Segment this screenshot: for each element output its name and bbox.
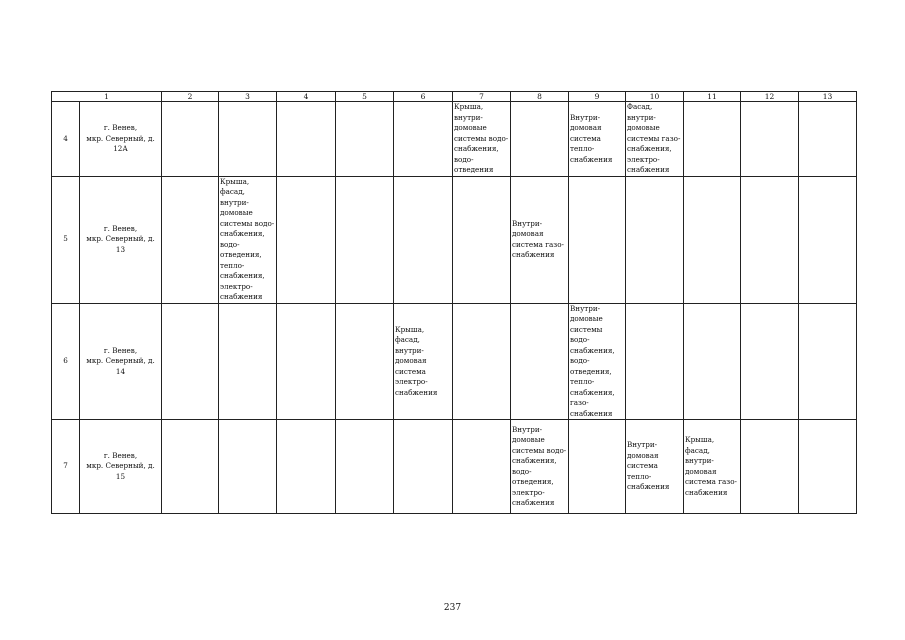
empty-cell (741, 420, 799, 514)
column-header-2: 2 (162, 92, 219, 102)
column-header-11: 11 (684, 92, 741, 102)
column-header-1: 1 (52, 92, 162, 102)
empty-cell (799, 303, 857, 420)
building-address: г. Венев, мкр. Северный, д. 13 (80, 176, 162, 303)
cell-col-3 (219, 420, 277, 514)
cell-col-7 (453, 176, 511, 303)
table-row (52, 420, 857, 514)
empty-cell (799, 420, 857, 514)
cell-col-9: Внутри- домовые системы водо- снабжения, водо- отведения, тепло- снабжения, газо- снабжения (569, 303, 626, 420)
row-number: 4 (52, 102, 80, 177)
empty-cell (741, 303, 799, 420)
empty-cell (336, 303, 394, 420)
cell-col-11 (684, 102, 741, 177)
column-header-9: 9 (569, 92, 626, 102)
cell-col-8 (511, 303, 569, 420)
cell-col-10: Фасад, внутри- домовые системы газо- снабжения, электро- снабжения (626, 102, 684, 177)
empty-cell (162, 303, 219, 420)
row-number: 7 (52, 420, 80, 514)
column-header-6: 6 (394, 92, 453, 102)
empty-cell (799, 176, 857, 303)
column-header-4: 4 (277, 92, 336, 102)
column-header-7: 7 (453, 92, 511, 102)
repair-schedule-table (51, 91, 857, 514)
cell-col-7: Крыша, внутри- домовые системы водо- снабжения, водо- отведения (453, 102, 511, 177)
empty-cell (162, 176, 219, 303)
empty-cell (162, 102, 219, 177)
cell-col-8: Внутри- домовая система газо- снабжения (511, 176, 569, 303)
cell-col-10 (626, 303, 684, 420)
empty-cell (277, 420, 336, 514)
cell-col-9 (569, 176, 626, 303)
cell-col-6 (394, 102, 453, 177)
row-number: 6 (52, 303, 80, 420)
column-header-13: 13 (799, 92, 857, 102)
building-address: г. Венев, мкр. Северный, д. 15 (80, 420, 162, 514)
table-row (52, 102, 857, 177)
empty-cell (277, 102, 336, 177)
column-header-12: 12 (741, 92, 799, 102)
empty-cell (799, 102, 857, 177)
cell-col-7 (453, 303, 511, 420)
column-header-5: 5 (336, 92, 394, 102)
empty-cell (741, 102, 799, 177)
column-number-header-row (52, 92, 857, 102)
cell-col-8 (511, 102, 569, 177)
column-header-3: 3 (219, 92, 277, 102)
cell-col-11 (684, 176, 741, 303)
page-number: 237 (443, 603, 462, 613)
cell-col-6 (394, 420, 453, 514)
column-header-10: 10 (626, 92, 684, 102)
cell-col-9: Внутри- домовая система тепло- снабжения (569, 102, 626, 177)
cell-col-9 (569, 420, 626, 514)
table-row (52, 176, 857, 303)
table-row (52, 303, 857, 420)
cell-col-3 (219, 102, 277, 177)
cell-col-11 (684, 303, 741, 420)
empty-cell (336, 102, 394, 177)
empty-cell (336, 420, 394, 514)
cell-col-6 (394, 176, 453, 303)
cell-col-10 (626, 176, 684, 303)
empty-cell (277, 303, 336, 420)
empty-cell (741, 176, 799, 303)
cell-col-3 (219, 303, 277, 420)
cell-col-7 (453, 420, 511, 514)
empty-cell (277, 176, 336, 303)
empty-cell (336, 176, 394, 303)
cell-col-8: Внутри- домовые системы водо- снабжения, водо- отведения, электро- снабжения (511, 420, 569, 514)
row-number: 5 (52, 176, 80, 303)
cell-col-11: Крыша, фасад, внутри- домовая система газо- снабжения (684, 420, 741, 514)
building-address: г. Венев, мкр. Северный, д. 14 (80, 303, 162, 420)
column-header-8: 8 (511, 92, 569, 102)
cell-col-3: Крыша, фасад, внутри- домовые системы водо- снабжения, водо- отведения, тепло- снабжения, электро- снабжения (219, 176, 277, 303)
empty-cell (162, 420, 219, 514)
cell-col-10: Внутри- домовая система тепло- снабжения (626, 420, 684, 514)
cell-col-6: Крыша, фасад, внутри- домовая система электро- снабжения (394, 303, 453, 420)
building-address: г. Венев, мкр. Северный, д. 12А (80, 102, 162, 177)
